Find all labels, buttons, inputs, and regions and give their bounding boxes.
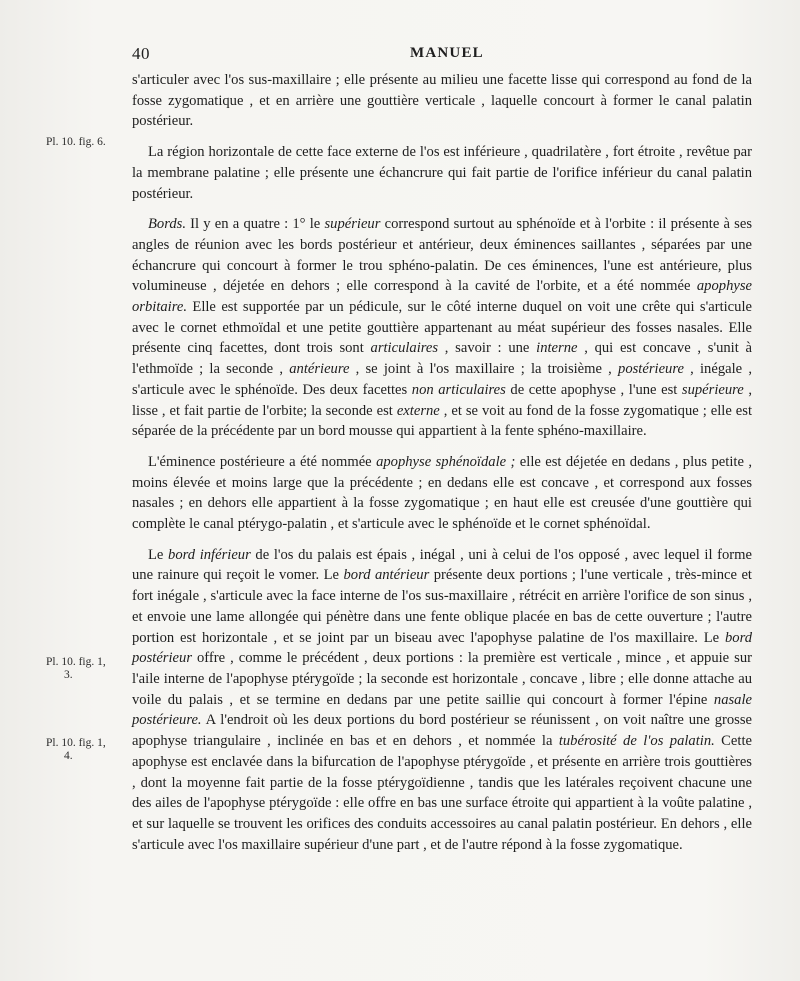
paragraph-horizontal-region: La région horizontale de cette face externe de l'os est inférieure , quadrilatère , fort étroite , revêtue par la membrane palatine ; elle présente une échancrure qui fait partie de l'orifice inférieur du canal palatin postérieur. bbox=[132, 144, 752, 202]
text-run: , lisse , et fait partie de l'orbite; la seconde est bbox=[132, 381, 753, 419]
paragraph-posterior-eminence bbox=[132, 452, 752, 535]
text-run: Elle est supportée par un pédicule, sur le côté interne duquel on voit une crête qui s'articule avec le cornet ethmoïdal et une petite gouttière appartenant au méat supérieur des fosses nasales. Elle présente cinq facettes, dont trois sont bbox=[132, 299, 752, 357]
text-run: Le bbox=[148, 546, 169, 563]
italic-term: apophyse orbitaire. bbox=[132, 278, 752, 316]
page-header bbox=[132, 44, 752, 68]
italic-term: supérieure bbox=[681, 381, 744, 398]
text-run: Il y en a quatre : 1° le bbox=[185, 216, 325, 233]
text-run: , inégale , s'articule avec le sphénoïde. Des deux facettes bbox=[132, 361, 752, 398]
margin-note-line: Pl. 10. fig. 6. bbox=[46, 136, 106, 148]
text-run: , savoir : une bbox=[438, 340, 537, 357]
italic-term: bord inférieur bbox=[168, 546, 251, 563]
margin-note-line: 3. bbox=[64, 669, 73, 681]
text-run: , et se voit au fond de la fosse zygomatique ; elle est séparée de la précédente par un bord mousse qui appartient à la fente sphéno-maxillaire. bbox=[132, 402, 752, 440]
page-number: 40 bbox=[132, 44, 150, 63]
body-text bbox=[132, 70, 752, 855]
text-run: correspond surtout au sphénoïde et à l'orbite : il présente à ses angles de réunion avec les bords postérieur et antérieur, deux éminences saillantes , séparées par une échancrure qui concourt à former le trou sphéno-palatin. De ces éminences, l'une est antérieure, plus volumineuse , déjetée en dehors ; elle correspond à la cavité de l'orbite, et a été nommée bbox=[132, 216, 753, 295]
italic-term: apophyse sphénoïdale ; bbox=[376, 453, 516, 470]
paragraph-continuation: s'articuler avec l'os sus-maxillaire ; elle présente au milieu une facette lisse qui correspond au fond de la fosse zygomatique , et en arrière une gouttière verticale , laquelle concourt à former le canal palatin postérieur. bbox=[132, 72, 752, 130]
margin-note-line: Pl. 10. fig. 1, bbox=[46, 737, 106, 749]
text-run: elle est déjetée en dedans , plus petite , moins élevée et moins large que la précédente ; en dedans elle est concave , et correspond aux fosses nasales ; en dehors elle appartient à la fosse zygomatique ; en haut elle est creusée d'une gouttière qui complète le canal ptérygo-palatin , et s'articule avec le sphénoïde et le cornet sphénoïdal. bbox=[132, 453, 752, 533]
paragraph-inferior-border bbox=[132, 545, 752, 856]
margin-note-plate-ref bbox=[46, 656, 130, 682]
margin-note-line: Pl. 10. fig. 1, bbox=[46, 656, 106, 668]
text-run: , qui est concave , s'unit à l'ethmoïde ; la seconde , bbox=[132, 340, 752, 378]
text-run: , se joint à l'os maxillaire ; la troisième , bbox=[349, 361, 619, 378]
text-run: de l'os du palais est épais , inégal , uni à celui de l'os opposé , avec lequel il forme une rainure qui reçoit le vomer. Le bbox=[132, 546, 752, 584]
margin-note-plate-ref bbox=[46, 136, 130, 149]
italic-term: bord antérieur bbox=[343, 567, 430, 584]
text-run: de cette apophyse , l'une est bbox=[505, 381, 682, 398]
section-heading: Bords. bbox=[148, 216, 186, 233]
italic-term: postérieure bbox=[618, 361, 684, 378]
italic-term: articulaires bbox=[370, 340, 439, 357]
italic-term: interne bbox=[536, 340, 578, 357]
italic-term: supérieur bbox=[324, 216, 381, 233]
text-run: Cette apophyse est enclavée dans la bifurcation de l'apophyse ptérygoïde , et présente en arrière trois gouttières , dont la moyenne fait partie de la fosse ptérygoïdienne , tandis que les latérales reçoivent chacune une des ailes de l'apophyse ptérygoïde : elle offre en bas une surface étroite qui appartient à la voûte palatine , et sur laquelle se trouvent les orifices des conduits accessoires au canal palatin postérieur. En dehors , elle s'articule avec l'os maxillaire supérieur d'une part , et de l'autre répond à la fosse zygomatique. bbox=[132, 733, 752, 853]
margin-note-line: 4. bbox=[64, 750, 73, 762]
italic-term: externe bbox=[396, 402, 440, 419]
italic-term: bord postérieur bbox=[132, 629, 752, 667]
italic-term: non articulaires bbox=[411, 381, 506, 398]
running-head: MANUEL bbox=[410, 45, 484, 61]
paragraph-borders bbox=[132, 214, 752, 442]
text-run: présente deux portions ; l'une verticale , très-mince et fort inégale , s'articule avec la face interne de l'os sus-maxillaire , rétrécit en arrière l'orifice de son sinus , et envoie une lame allongée qui pénètre dans une fente oblique placée en bas de cette ouverture ; l'autre portion est horizontale , et se joint par un biseau avec l'apophyse palatine de l'os maxillaire. Le bbox=[132, 567, 752, 646]
margin-note-plate-ref bbox=[46, 737, 130, 763]
text-run: L'éminence postérieure a été nommée bbox=[148, 453, 377, 470]
text-run: A l'endroit où les deux portions du bord postérieur se réunissent , on voit naître une grosse apophyse triangulaire , inclinée en bas et en dehors , et nommée la bbox=[132, 712, 752, 750]
italic-term: tubérosité de l'os palatin. bbox=[558, 733, 715, 750]
italic-term: antérieure bbox=[289, 361, 350, 378]
text-run: offre , comme le précédent , deux portions : la première est verticale , mince , et appuie sur l'aile interne de l'apophyse ptérygoïde ; la seconde est horizontale , concave , libre ; elle donne attache au voile du palais , et se termine en dedans par une petite saillie qui concourt à former l'épine bbox=[132, 650, 752, 708]
italic-term: nasale postérieure. bbox=[132, 691, 752, 729]
